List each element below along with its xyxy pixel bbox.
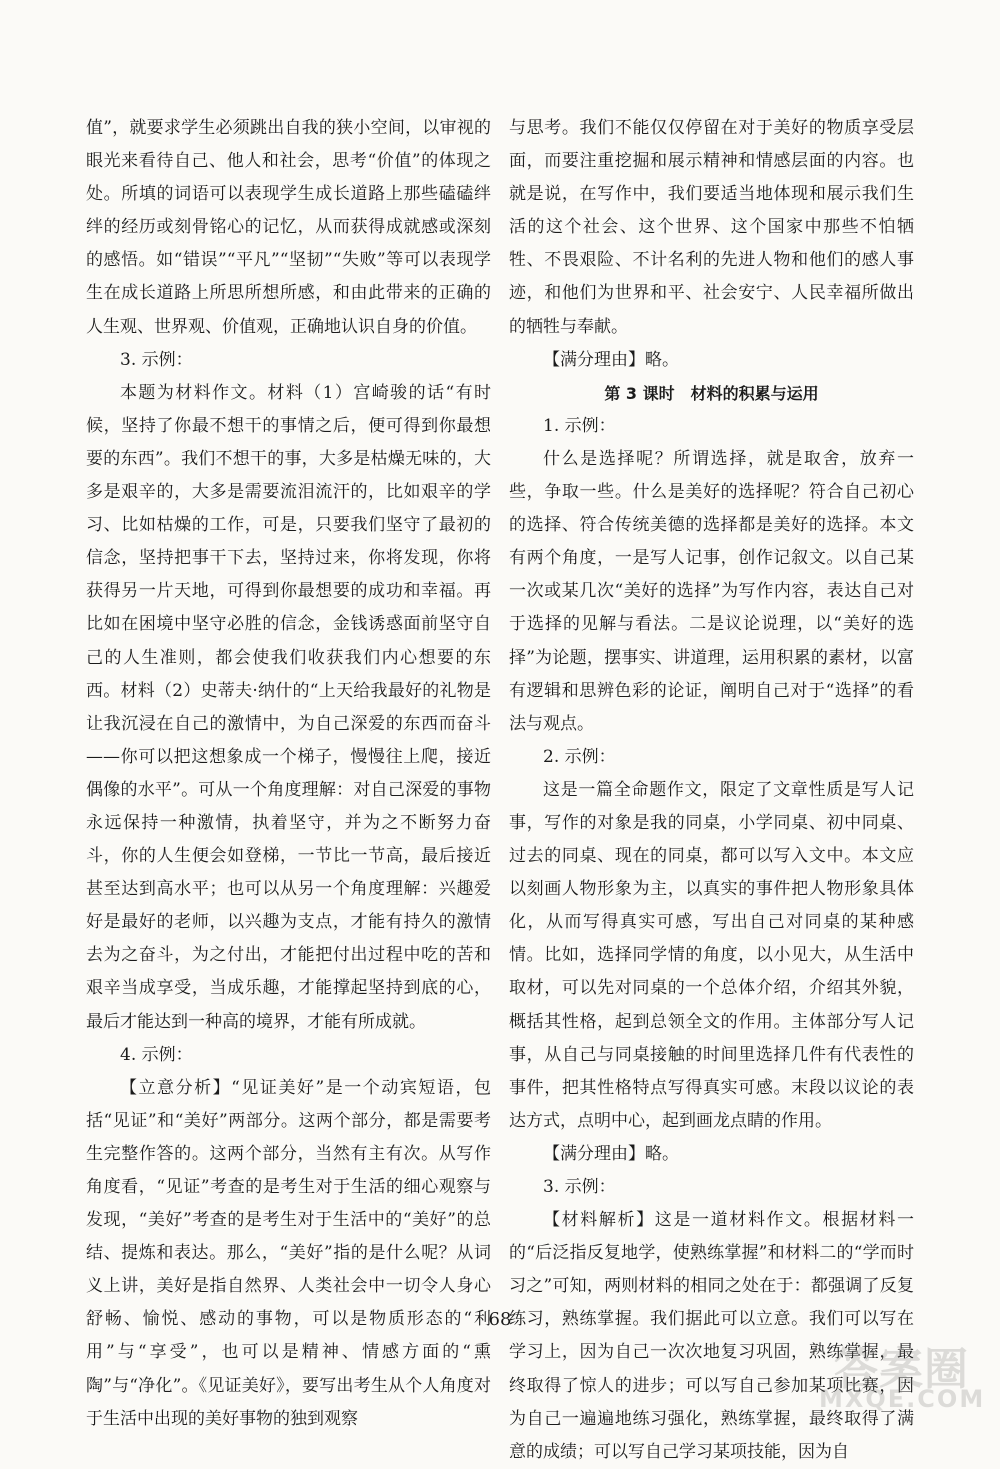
paragraph: 【满分理由】略。	[543, 1143, 679, 1164]
watermark-text: 答案圈	[834, 1344, 969, 1395]
watermark-logo	[819, 1333, 984, 1415]
paragraph: 【满分理由】略。	[543, 349, 679, 370]
paragraph: 与思考。我们不能仅仅停留在对于美好的物质享受层面，而要注重挖掘和展示精神和情感层面的内容。也就是说，在写作中，我们要适当地体现和展示我们生活的这个社会、这个世界、这个国家中那些不怕牺牲、不畏艰险、不计名利的先进人物和他们的感人事迹，和他们为世界和平、社会安宁、人民幸福所做出的牺牲与奉献。	[509, 118, 914, 337]
paragraph: 什么是选择呢？所谓选择，就是取舍，放弃一些，争取一些。什么是美好的选择呢？符合自己初心的选择、符合传统美德的选择都是美好的选择。本文有两个角度，一是写人记事，创作记叙文。以自己某一次或某几次“美好的选择”为写作内容，表达自己对于选择的见解与看法。二是议论说理，以“美好的选择”为论题，摆事实、讲道理，运用积累的素材，以富有逻辑和思辨色彩的论证，阐明自己对于“选择”的看法与观点。	[509, 448, 914, 734]
paragraph: 本题为材料作文。材料（1）宫崎骏的话“有时候，坚持了你最不想干的事情之后，便可得到你最想要的东西”。我们不想干的事，大多是枯燥无味的，大多是艰辛的，大多是需要流泪流汗的，比如艰辛的学习、比如枯燥的工作，可是，只要我们坚守了最初的信念，坚持把事干下去，坚持过来，你将发现，你将获得另一片天地，可得到你最想要的成功和幸福。再比如在困境中坚守必胜的信念，金钱诱惑面前坚守自己的人生准则，都会使我们收获我们内心想要的东西。材料（2）史蒂夫·纳什的“上天给我最好的礼物是让我沉浸在自己的激情中，为自己深爱的东西而奋斗——你可以把这想象成一个梯子，慢慢往上爬，接近偶像的水平”。可从一个角度理解：对自己深爱的事物永远保持一种激情，执着坚守，并为之不断努力奋斗，你的人生便会如登梯，一节比一节高，最后接近甚至达到高水平；也可以从另一个角度理解：兴趣爱好是最好的老师，以兴趣为支点，才能有持久的激情去为之奋斗，为之付出，才能把付出过程中吃的苦和艰辛当成享受，当成乐趣，才能撑起坚持到底的心，最后才能达到一种高的境界，才能有所成就。	[86, 382, 491, 1032]
paragraph: 2. 示例：	[543, 746, 616, 767]
paragraph: 这是一篇全命题作文，限定了文章性质是写人记事，写作的对象是我的同桌，小学同桌、初中同桌、过去的同桌、现在的同桌，都可以写入文中。本文应以刻画人物形象为主，以真实的事件把人物形象具体化，从而写得真实可感，写出自己对同桌的某种感情。比如，选择同学情的角度，以小见大，从生活中取材，可以先对同桌的一个总体介绍，介绍其外貌，概括其性格，起到总领全文的作用。主体部分写人记事，从自己与同桌接触的时间里选择几件有代表性的事件，把其性格特点写得真实可感。末段以议论的表达方式，点明中心，起到画龙点睛的作用。	[509, 779, 914, 1131]
paragraph: 【材料解析】这是一道材料作文。根据材料一的“后泛指反复地学，使熟练掌握”和材料二的“学而时习之”可知，两则材料的相同之处在于：都强调了反复练习，熟练掌握。我们据此可以立意。我们可以写在学习上，因为自己一次次地复习巩固，熟练掌握，最终取得了惊人的进步；可以写自己参加某项比赛，因为自己一遍遍地练习强化，熟练掌握，最终取得了满意的成绩；可以写自己学习某项技能，因为自	[509, 1210, 914, 1462]
left-column	[86, 112, 491, 1436]
paragraph: 3. 示例：	[543, 1177, 616, 1197]
right-column	[509, 112, 914, 1469]
paragraph: 值”，就要求学生必须跳出自我的狭小空间，以审视的眼光来看待自己、他人和社会，思考“价值”的体现之处。所填的词语可以表现学生成长道路上那些磕磕绊绊的经历或刻骨铭心的记忆，从而获得成就感或深刻的感悟。如“错误”“平凡”“坚韧”“失败”等可以表现学生在成长道路上所思所想所感，和由此带来的正确的人生观、世界观、价值观，正确地认识自身的价值。	[86, 118, 491, 337]
page-number: 68	[488, 1309, 512, 1330]
paragraph: 4. 示例：	[120, 1044, 193, 1065]
watermark-domain: MXQE.COM	[819, 1385, 986, 1413]
paragraph: 【立意分析】“见证美好”是一个动宾短语，包括“见证”和“美好”两部分。这两个部分，都是需要考生完整作答的。这两个部分，当然有主有次。从写作角度看，“见证”考查的是考生对于生活的细心观察与发现，“美好”考查的是考生对于生活中的“美好”的总结、提炼和表达。那么，“美好”指的是什么呢？从词义上讲，美好是指自然界、人类社会中一切令人身心舒畅、愉悦、感动的事物，可以是物质形态的“利用”与“享受”，也可以是精神、情感方面的“熏陶”与“净化”。《见证美好》，要写出考生从个人角度对于生活中出现的美好事物的独到观察	[86, 1077, 491, 1429]
section-heading: 第 3 课时 材料的积累与运用	[604, 383, 819, 403]
paragraph: 1. 示例：	[543, 415, 616, 436]
paragraph: 3. 示例：	[120, 349, 193, 370]
